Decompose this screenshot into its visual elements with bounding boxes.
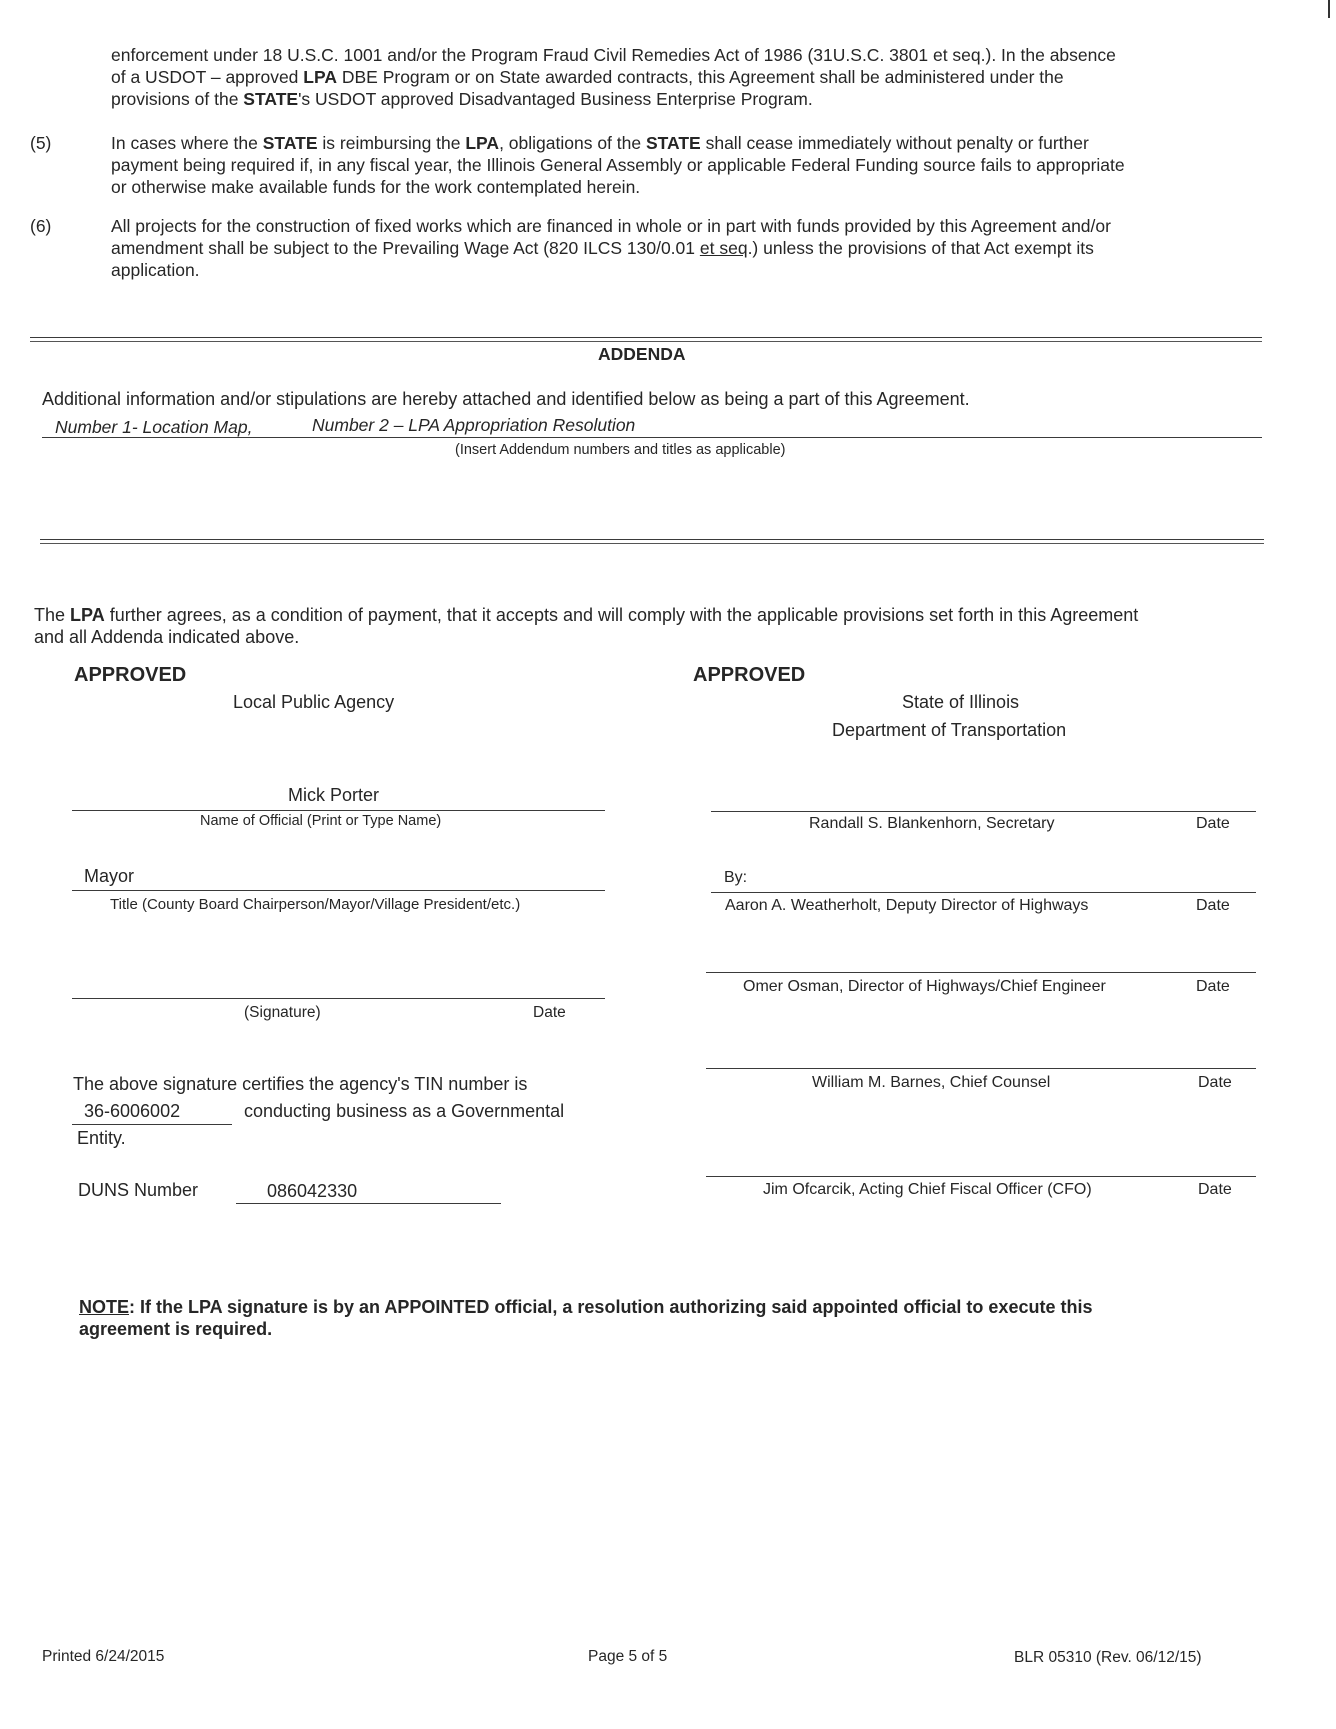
text-span-bold: STATE [243, 89, 299, 109]
title-line [72, 890, 605, 891]
clause-6-line [111, 237, 1271, 259]
clause-6 [111, 215, 1271, 281]
clause-5-line: or otherwise make available funds for the work contemplated herein. [111, 177, 641, 197]
text-span: 's USDOT approved Disadvantaged Business Enterprise Program. [298, 89, 813, 109]
clause-6-number: (6) [30, 216, 52, 236]
signer-line [711, 892, 1256, 893]
signer-name: Jim Ofcarcik, Acting Chief Fiscal Officer (CFO) [763, 1181, 1092, 1198]
signer-name: Aaron A. Weatherholt, Deputy Director of Highways [725, 897, 1089, 914]
title-caption: Title (County Board Chairperson/Mayor/Village President/etc.) [110, 896, 521, 913]
footer-form-number: BLR 05310 (Rev. 06/12/15) [1014, 1649, 1202, 1666]
signer-line [706, 1176, 1256, 1177]
signer-date-caption: Date [1196, 978, 1230, 995]
text-span: .) unless the provisions of that Act exempt its [747, 238, 1094, 258]
state-name-line-2: Department of Transportation [832, 720, 1067, 740]
title-value: Mayor [84, 866, 135, 886]
addenda-line [42, 437, 1262, 438]
lpa-agency: Local Public Agency [233, 692, 395, 712]
divider-double [40, 539, 1264, 540]
divider-double [30, 337, 1262, 338]
top-paragraph [111, 44, 1261, 110]
clause-5 [111, 132, 1271, 198]
state-approved: APPROVED [693, 664, 806, 686]
duns-value: 086042330 [267, 1181, 358, 1201]
addendum-item-2: Number 2 – LPA Appropriation Resolution [312, 415, 636, 435]
duns-label: DUNS Number [78, 1180, 199, 1200]
tin-statement-line-3: Entity. [77, 1128, 126, 1148]
note-label: NOTE [79, 1297, 130, 1317]
lpa-approved: APPROVED [74, 664, 187, 686]
official-name-line [72, 810, 605, 811]
text-span: further agrees, as a condition of payment, that it accepts and will comply with the applicable provisions set forth in this Agreement [104, 605, 1139, 625]
by-label: By: [724, 869, 748, 886]
text-span: amendment shall be subject to the Prevailing Wage Act (820 ILCS 130/0.01 [111, 238, 700, 258]
signer-date-caption: Date [1198, 1181, 1232, 1198]
agreement-paragraph [34, 604, 1304, 648]
official-name-caption: Name of Official (Print or Type Name) [200, 813, 442, 829]
text-span: In cases where the [111, 133, 263, 153]
text-span: provisions of the [111, 89, 244, 109]
text-span-bold: LPA [70, 605, 105, 625]
footer-page-number: Page 5 of 5 [588, 1648, 668, 1665]
text-span: , obligations of the [499, 133, 646, 153]
text-span: shall cease immediately without penalty or further [700, 133, 1089, 153]
text-span: DBE Program or on State awarded contracts, this Agreement shall be administered under the [336, 67, 1064, 87]
scan-edge-mark [1328, 0, 1330, 18]
addenda-intro: Additional information and/or stipulations are hereby attached and identified below as being a part of this Agreement. [42, 389, 970, 409]
official-name: Mick Porter [288, 785, 380, 805]
tin-statement-line-2: conducting business as a Governmental [244, 1101, 565, 1121]
note [79, 1296, 1279, 1340]
footer-printed-date: Printed 6/24/2015 [42, 1648, 165, 1665]
clause-6-line: application. [111, 260, 200, 280]
signer-date-caption: Date [1198, 1074, 1232, 1091]
text-span-underline: et seq [699, 238, 748, 258]
signer-date-caption: Date [1196, 897, 1230, 914]
addenda-caption: (Insert Addendum numbers and titles as applicable) [455, 442, 786, 458]
clause-5-line [111, 132, 1271, 154]
text-span: of a USDOT – approved [111, 67, 304, 87]
text-span: The [34, 605, 71, 625]
text-span-bold: STATE [262, 133, 318, 153]
signer-date-caption: Date [1196, 815, 1230, 832]
signer-name: William M. Barnes, Chief Counsel [812, 1074, 1051, 1091]
signer-name: Randall S. Blankenhorn, Secretary [809, 815, 1055, 832]
clause-5-line: payment being required if, in any fiscal year, the Illinois General Assembly or applicable Federal Funding source fails to appropriate [111, 155, 1125, 175]
top-paragraph-line [111, 88, 1261, 110]
top-paragraph-line [111, 66, 1261, 88]
signature-date-caption: Date [533, 1004, 566, 1021]
text-span-bold: LPA [465, 133, 500, 153]
signature-line [72, 998, 605, 999]
tin-value: 36-6006002 [84, 1101, 181, 1121]
agreement-line: and all Addenda indicated above. [34, 627, 300, 647]
addendum-item-1: Number 1- Location Map, [55, 417, 253, 437]
note-line: agreement is required. [79, 1319, 273, 1339]
text-span-bold: STATE [645, 133, 701, 153]
text-span: is reimbursing the [317, 133, 466, 153]
note-line [79, 1296, 1279, 1318]
clause-5-number: (5) [30, 133, 52, 153]
signer-line [706, 972, 1256, 973]
text-span-bold: LPA [303, 67, 337, 87]
tin-line [72, 1124, 232, 1125]
state-name-line-1: State of Illinois [902, 692, 1020, 712]
signer-name: Omer Osman, Director of Highways/Chief Engineer [743, 978, 1106, 995]
text-span: : If the LPA signature is by an APPOINTED official, a resolution authorizing said appointed official to execute this [129, 1297, 1093, 1317]
signer-line [711, 811, 1256, 812]
signature-caption: (Signature) [244, 1004, 321, 1021]
clause-6-line: All projects for the construction of fixed works which are financed in whole or in part with funds provided by this Agreement and/or [111, 216, 1111, 236]
signer-line [706, 1068, 1256, 1069]
top-paragraph-line: enforcement under 18 U.S.C. 1001 and/or the Program Fraud Civil Remedies Act of 1986 (31U.S.C. 3801 et seq.). In the absence [111, 45, 1116, 65]
agreement-line [34, 604, 1304, 626]
duns-line [236, 1203, 501, 1204]
addenda-heading: ADDENDA [598, 344, 686, 364]
tin-statement-line-1: The above signature certifies the agency's TIN number is [73, 1074, 528, 1094]
